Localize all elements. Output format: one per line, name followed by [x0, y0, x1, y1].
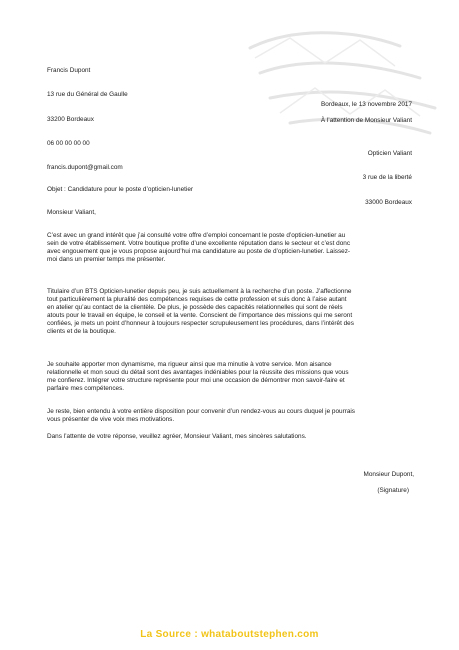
paragraph-intro	[47, 232, 417, 264]
paragraph-line: vous présenter de vive voix mes motivations.	[47, 416, 175, 424]
paragraph-closing	[47, 433, 417, 441]
paragraph-line: Titulaire d’un BTS Opticien-lunetier depuis peu, je suis actuellement à la recherche d’un poste. J’affectionne	[47, 288, 352, 295]
signature-placeholder: (Signature)	[377, 487, 409, 494]
paragraph-profile	[47, 288, 417, 337]
paragraph-line: moi dans un premier temps me présenter.	[47, 256, 166, 264]
paragraph-line: Je souhaite apporter mon dynamisme, ma rigueur ainsi que ma minutie à votre service. Mon aisance	[47, 361, 332, 368]
paragraph-line: clients et de la boutique.	[47, 328, 116, 336]
sender-address	[47, 51, 128, 189]
sender-city: 33200 Bordeaux	[47, 115, 94, 123]
source-footer: La Source : whataboutstephen.com	[140, 629, 319, 640]
paragraph-motivation	[47, 361, 417, 393]
sender-name: Francis Dupont	[47, 67, 91, 75]
sender-phone: 06 00 00 00 00	[47, 140, 90, 148]
watermark-logo	[230, 18, 450, 148]
paragraph-line: tout particulièrement la pluralité des compétences requises de cette profession et suis donc à l’aise autant	[47, 296, 347, 304]
attention-line: À l’attention de Monsieur Valiant	[320, 117, 412, 124]
paragraph-line: Dans l’attente de votre réponse, veuillez agréer, Monsieur Valiant, mes sincères salutations.	[47, 433, 307, 440]
paragraph-availability	[47, 408, 417, 424]
letter-object: Objet : Candidature pour le poste d’opticien-lunetier	[47, 186, 194, 193]
paragraph-line: Je reste, bien entendu à votre entière disposition pour convenir d’un rendez-vous au cours duquel je pourrais	[47, 408, 356, 415]
paragraph-line: atouts pour le travail en équipe, le conseil et la vente. Conscient de l’importance des missions qui me seront	[47, 312, 353, 320]
letter-date: Bordeaux, le 13 novembre 2017	[321, 101, 412, 108]
paragraph-line: relationnelle et mon souci du détail sont des avantages indéniables pour la réussite des missions que vous	[47, 369, 349, 377]
paragraph-line: sein de votre établissement. Votre boutique profite d’une excellente réputation dans le secteur et c’est donc	[47, 240, 351, 248]
signature-name: Monsieur Dupont,	[363, 471, 414, 478]
paragraph-line: C’est avec un grand intérêt que j’ai consulté votre offre d’emploi concernant le poste d’opticien-lunetier au	[47, 232, 346, 239]
recipient-street: 3 rue de la liberté	[362, 174, 412, 182]
recipient-address	[363, 134, 412, 223]
paragraph-line: avec engouement que je vous propose aujourd’hui ma candidature au poste de d’opticien-lunetier. Laissez-	[47, 248, 351, 256]
paragraph-line: parfaire mes compétences.	[47, 385, 125, 393]
paragraph-line: confiées, je mets un point d’honneur à toujours respecter scrupuleusement les procédures, dans l’intérêt des	[47, 320, 354, 328]
recipient-name: Opticien Valiant	[367, 150, 412, 158]
paragraph-line: en atelier qu’au contact de la clientèle. De plus, je possède des capacités relationnelles qui sont de réels	[47, 304, 343, 312]
sender-email: francis.dupont@gmail.com	[47, 164, 123, 172]
recipient-city: 33000 Bordeaux	[365, 198, 412, 206]
sender-street: 13 rue du Général de Gaulle	[47, 91, 128, 99]
paragraph-line: me confierez. Intégrer votre structure représente pour moi une occasion de démontrer mon savoir-faire et	[47, 377, 345, 385]
letter-salutation: Monsieur Valiant,	[47, 209, 96, 216]
